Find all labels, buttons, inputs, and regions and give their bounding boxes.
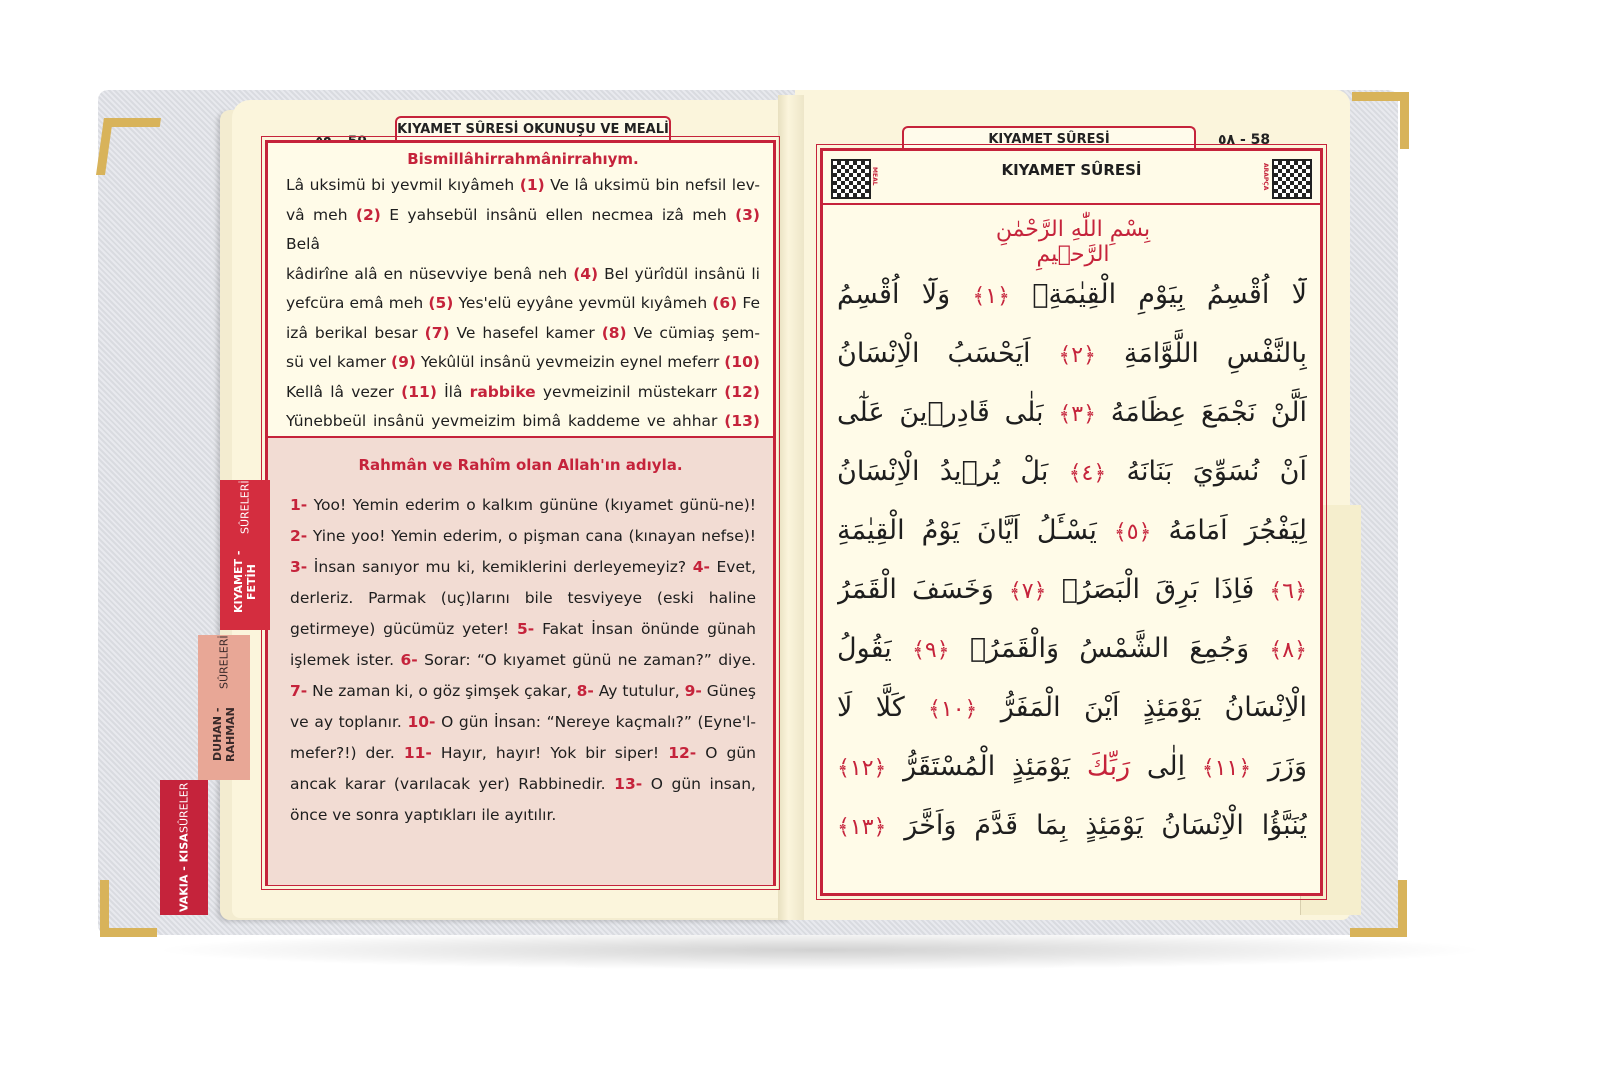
transliteration-text: sü vel kamer (286, 353, 391, 371)
qr-arabic-label: ARAPÇA (1262, 163, 1269, 191)
left-page-header: KIYAMET SÛRESİ OKUNUŞU VE MEALİ (395, 116, 671, 142)
besmele: بِسْمِ اللّٰهِ الرَّحْمٰنِ الرَّح۪يمِ (995, 217, 1151, 267)
verse-number: (9) (390, 353, 416, 371)
arabic-verse-line: لِيَفْجُرَ اَمَامَهُ ﴿٥﴾ يَسْـَٔلُ اَيَّانَ يَوْمُ الْقِيٰمَةِ (837, 515, 1307, 546)
meal-verse-number: 2- (290, 527, 308, 545)
qr-code-meal[interactable] (831, 159, 871, 199)
transliteration-title: Bismillâhirrahmânirrahıym. (407, 150, 639, 168)
verse-number: (6) (712, 294, 738, 312)
transliteration-line (286, 201, 760, 260)
meal-verse-text: Yoo! Yemin ederim o kalkım gününe (kıyamet günü-ne)! (307, 496, 756, 514)
verse-number: (13) (724, 412, 760, 430)
meal-verse-text: O gün ancak karar (varılacak yer) Rabbinedir. (290, 744, 756, 793)
transliteration-line (286, 260, 760, 290)
transliteration-text: Ve lâ uksimü bin nefsil lev- (544, 176, 760, 194)
corner-protector-top-left (96, 118, 161, 175)
transliteration-line (286, 171, 760, 201)
transliteration-text: Ve hasefel kamer (449, 323, 602, 342)
arabic-verse-line: وَزَرَ ﴿١١﴾ اِلٰى رَبِّكَ يَوْمَئِذٍ الْمُسْتَقَرُّ ﴿١٢﴾ (837, 751, 1307, 782)
arabic-verse-line: لَٓا اُقْسِمُ بِيَوْمِ الْقِيٰمَةِۙ ﴿١﴾ وَلَٓا اُقْسِمُ (837, 279, 1307, 310)
meal-verse-text: Ay tutulur, (593, 682, 685, 700)
verse-number: (11) (401, 382, 437, 401)
meal-verse-number: 5- (516, 620, 535, 638)
verse-number: rabbike (469, 382, 536, 401)
transliteration-text: yevmeizinil müstekarr (535, 382, 725, 401)
meal-verse-text: Fakat İnsan önünde günah işlemek ister. (290, 620, 756, 669)
corner-protector-bottom-left (100, 880, 157, 937)
corner-protector-top-right (1352, 92, 1409, 149)
sura-title: KIYAMET SÛRESİ (1001, 161, 1142, 179)
transliteration-text: Belâ (286, 235, 320, 253)
arabic-verse-line: ﴿٨﴾ وَجُمِعَ الشَّمْسُ وَالْقَمَرُۙ ﴿٩﴾ يَقُولُ (837, 633, 1307, 664)
transliteration-line (286, 378, 760, 408)
meal-verse-text: Hayır, hayır! Yok bir siper! (431, 744, 669, 762)
book-shadow (150, 930, 1490, 970)
meal-verse-text: Sorar: “O kıyamet günü ne zaman?” diye. (417, 651, 756, 669)
transliteration-text: Yünebbeül insânü yevmeizim bimâ kaddeme ve ahhar (286, 412, 725, 430)
meal-verse-text: Güneş ve ay toplanır. (290, 682, 756, 731)
meal-verse-text: Ne zaman ki, o göz şimşek çakar, (307, 682, 577, 700)
left-page-frame (265, 140, 776, 886)
meal-verse-text: O gün İnsan: “Nereye kaçmalı?” (Eyne'l-mefer?!) der. (290, 713, 756, 762)
transliteration-line (286, 319, 760, 349)
transliteration-line (286, 407, 760, 437)
transliteration-text: Bel yürîdül insânü li (598, 264, 760, 283)
transliteration-text: Yekûlül insânü yevmeizin eynel meferr (415, 353, 725, 371)
meal-verse-text: Yine yoo! Yemin ederim, o pişman cana (kınayan nefse)! (307, 527, 756, 545)
transliteration-text: E yahsebül insânü ellen necmea izâ meh (380, 205, 736, 224)
tab-sublabel: SÛRELER (177, 782, 191, 834)
arabic-verse-line: بِالنَّفْسِ اللَّوَّامَةِ ﴿٢﴾ اَيَحْسَبُ الْاِنْسَانُ (837, 338, 1307, 369)
transliteration-block (286, 147, 760, 437)
verse-number: (2) (355, 205, 381, 224)
tab-kiyamet-fetih[interactable] (220, 480, 270, 630)
tab-duhan-rahman[interactable] (198, 635, 250, 780)
transliteration-line (286, 289, 760, 319)
meal-verse-number: 6- (400, 651, 418, 669)
transliteration-text: Ve cümiaş şem- (626, 323, 760, 342)
meal-body (290, 490, 756, 831)
meal-verse-number: 10- (407, 713, 436, 731)
meal-verse-text: Evet, derleriz. Parmak (uç)larını bile tesviyeye (eski haline getirmeye) gücümüz yeter! (290, 558, 756, 638)
verse-number: (8) (601, 323, 627, 342)
tab-vakia-kisa[interactable] (160, 780, 208, 915)
arabic-verse-line: ﴿٦﴾ فَاِذَا بَرِقَ الْبَصَرُۙ ﴿٧﴾ وَخَسَفَ الْقَمَرُ (837, 574, 1307, 605)
transliteration-text: Lâ uksimü bi yevmil kıyâmeh (286, 176, 520, 194)
meal-section (268, 436, 773, 885)
verse-number: (3) (735, 205, 761, 224)
tab-sublabel: SÛRELERİ (238, 480, 252, 534)
transliteration-text: vâ meh (286, 205, 356, 224)
transliteration-text: Yes'elü eyyâne yevmül kıyâmeh (453, 294, 713, 312)
transliteration-text: Kellâ lâ vezer (286, 382, 402, 401)
verse-number: (1) (519, 176, 545, 194)
verse-number: (4) (573, 264, 599, 283)
tab-label: VAKIA - KISA (177, 833, 191, 913)
meal-verse-number: 11- (403, 744, 432, 762)
right-page-header: KIYAMET SÛRESİ (902, 126, 1196, 152)
transliteration-line (286, 348, 760, 378)
arabic-verse-line: الْاِنْسَانُ يَوْمَئِذٍ اَيْنَ الْمَفَرُّ ﴿١٠﴾ كَلَّا لَا (837, 692, 1307, 723)
meal-verse-text: İnsan sanıyor mu ki, kemiklerini derleyemeyiz? (307, 558, 693, 576)
tab-label: DUHAN - RAHMAN (211, 706, 237, 762)
meal-verse-number: 4- (692, 558, 710, 576)
sura-title-divider (823, 203, 1320, 205)
verse-number: (5) (428, 294, 454, 312)
meal-verse-number: 1- (290, 496, 308, 514)
qr-meal-label: MEAL (871, 167, 878, 186)
right-page-frame (820, 148, 1323, 896)
tab-sublabel: SÛRELERİ (217, 635, 231, 689)
transliteration-text: İlâ (436, 382, 470, 401)
verse-number: (7) (424, 323, 450, 342)
arabic-verse-line: اَلَّنْ نَجْمَعَ عِظَامَهُ ﴿٣﴾ بَلٰى قَادِر۪ينَ عَلٰٓى (837, 397, 1307, 428)
transliteration-text: yefcüra emâ meh (286, 294, 429, 312)
verse-number: (10) (724, 353, 761, 371)
transliteration-text: Fe (737, 294, 760, 312)
right-page-number: ٥٨ - 58 (1218, 132, 1271, 148)
book-gutter (778, 95, 804, 920)
verse-number: (12) (724, 382, 760, 401)
meal-title: Rahmân ve Rahîm olan Allah'ın adıyla. (358, 456, 683, 474)
meal-verse-number: 9- (684, 682, 702, 700)
transliteration-text: izâ berikal besar (286, 323, 425, 342)
transliteration-text: kâdirîne alâ en nüsevviye benâ neh (286, 264, 574, 283)
meal-verse-number: 7- (290, 682, 308, 700)
meal-verse-number: 12- (668, 744, 697, 762)
tab-label: KIYAMET - FETİH (232, 550, 258, 613)
arabic-verse-line: يُنَبَّؤُا الْاِنْسَانُ يَوْمَئِذٍ بِمَا قَدَّمَ وَاَخَّرَ ﴿١٣﴾ (837, 810, 1307, 841)
meal-verse-text: O gün insan, önce ve sonra yaptıkları ile ayıtılır. (290, 775, 756, 824)
meal-verse-number: 8- (576, 682, 594, 700)
meal-verse-number: 13- (614, 775, 643, 793)
qr-code-arabic[interactable] (1272, 159, 1312, 199)
meal-verse-number: 3- (290, 558, 308, 576)
arabic-verse-line: اَنْ نُسَوِّيَ بَنَانَهُ ﴿٤﴾ بَلْ يُر۪يدُ الْاِنْسَانُ (837, 456, 1307, 487)
